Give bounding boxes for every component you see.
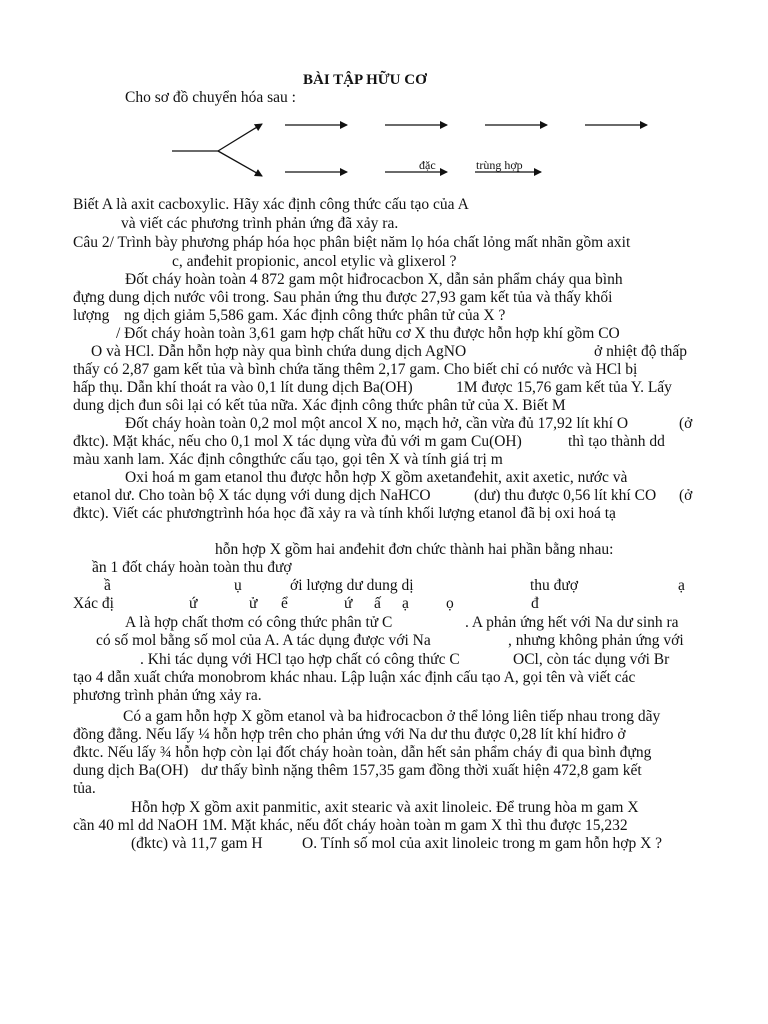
text-line: (ở [679, 415, 693, 432]
text-line: / Đốt cháy hoàn toàn 3,61 gam hợp chất hữu cơ X thu được hỗn hợp khí gồm CO [116, 325, 620, 342]
text-line: dung dịch Ba(OH) [73, 762, 189, 779]
text-line: hỗn hợp X gồm hai anđehit đơn chức thành hai phần bằng nhau: [215, 541, 614, 558]
text-fragment: đ [531, 595, 539, 612]
text-line: O. Tính số mol của axit linoleic trong m gam hỗn hợp X ? [302, 835, 663, 852]
text-line: c, anđehit propionic, ancol etylic và glixerol ? [172, 253, 457, 270]
text-line: (đktc) và 11,7 gam H [131, 835, 263, 852]
text-line: thì tạo thành dd [568, 433, 665, 450]
text-fragment: ấ [374, 595, 381, 612]
scheme-label-dac: đặc [419, 158, 436, 172]
text-line: ở nhiệt độ thấp [594, 343, 687, 360]
text-fragment: ới lượng dư dung dị [290, 577, 414, 594]
text-line: Câu 2/ Trình bày phương pháp hóa học phân biệt năm lọ hóa chất lỏng mất nhãn gồm axit [73, 234, 631, 251]
text-line: O và HCl. Dẫn hỗn hợp này qua bình chứa dung dịch AgNO [91, 343, 467, 360]
text-fragment: ọ [446, 595, 454, 612]
page-title: BÀI TẬP HỮU CƠ [303, 72, 427, 88]
scheme-branch-up-arrow [218, 124, 262, 151]
text-line: cần 40 ml dd NaOH 1M. Mặt khác, nếu đốt cháy hoàn toàn m gam X thì thu được 15,232 [73, 817, 628, 834]
text-line: A là hợp chất thơm có công thức phân tử C [125, 614, 393, 631]
text-fragment: ử [249, 595, 258, 612]
text-line: ng dịch giảm 5,586 gam. Xác định công thức phân tử của X ? [124, 307, 506, 324]
text-line: Có a gam hỗn hợp X gồm etanol và ba hiđrocacbon ở thể lỏng liên tiếp nhau trong dãy [123, 708, 661, 725]
text-fragment: Xác đị [73, 595, 114, 612]
text-line: phương trình phản ứng xảy ra. [73, 687, 262, 704]
text-fragment: ầ [104, 577, 111, 594]
scheme-branch-down-arrow [218, 151, 262, 176]
text-line: OCl, còn tác dụng với Br [513, 651, 670, 668]
text-line: lượng [73, 307, 110, 324]
text-line: (ở [679, 487, 693, 504]
text-line: tạo 4 dẫn xuất chứa monobrom khác nhau. Lập luận xác định cấu tạo A, gọi tên và viết các [73, 669, 636, 686]
conversion-scheme [0, 0, 768, 200]
text-fragment: ể [281, 595, 288, 612]
text-line: Đốt cháy hoàn toàn 0,2 mol một ancol X no, mạch hở, cần vừa đủ 17,92 lít khí O [125, 415, 629, 432]
text-line: thấy có 2,87 gam kết tủa và bình chứa tăng thêm 2,17 gam. Cho biết chỉ có nước và HCl bị [73, 361, 638, 378]
text-line: dung dịch đun sôi lại có kết tủa nữa. Xác định công thức phân tử của X. Biết M [73, 397, 566, 414]
text-line: Oxi hoá m gam etanol thu được hỗn hợp X gồm axetanđehit, axit axetic, nước và [125, 469, 628, 486]
text-line: đồng đẳng. Nếu lấy ¼ hỗn hợp trên cho phản ứng với Na dư thu được 0,28 lít khí hiđro ở [73, 726, 626, 743]
text-line: đktc). Viết các phươngtrình hóa học đã xảy ra và tính khối lượng etanol đã bị oxi hoá tạ [73, 505, 616, 522]
text-line: 1M được 15,76 gam kết tủa Y. Lấy [456, 379, 672, 396]
text-line: đktc. Nếu lấy ¾ hỗn hợp còn lại đốt cháy hoàn toàn, dẫn hết sản phẩm cháy đi qua bình đựng [73, 744, 652, 761]
text-fragment: ứ [189, 595, 198, 612]
text-fragment: ứ [344, 595, 353, 612]
text-fragment: thu đượ [530, 577, 579, 594]
text-fragment: ụ [234, 577, 242, 594]
text-line: màu xanh lam. Xác định côngthức cấu tạo, gọi tên X và tính giá trị m [73, 451, 503, 468]
text-line: (dư) thu được 0,56 lít khí CO [474, 487, 657, 504]
text-line: có số mol bằng số mol của A. A tác dụng được với Na [96, 632, 431, 649]
text-line: và viết các phương trình phản ứng đã xảy ra. [121, 215, 399, 232]
scheme-intro: Cho sơ đồ chuyển hóa sau : [125, 89, 296, 106]
text-line: Biết A là axit cacboxylic. Hãy xác định công thức cấu tạo của A [73, 196, 469, 213]
text-line: đựng dung dịch nước vôi trong. Sau phản ứng thu được 27,93 gam kết tủa và thấy khối [73, 289, 613, 306]
text-line: . Khi tác dụng với HCl tạo hợp chất có công thức C [140, 651, 460, 668]
text-line: dư thấy bình nặng thêm 157,35 gam đồng thời xuất hiện 472,8 gam kết [201, 762, 642, 779]
text-line: Đốt cháy hoàn toàn 4 872 gam một hiđrocacbon X, dẫn sản phẩm cháy qua bình [125, 271, 623, 288]
text-line: tủa. [73, 780, 96, 797]
text-line: etanol dư. Cho toàn bộ X tác dụng với dung dịch NaHCO [73, 487, 431, 504]
scheme-label-trung-hop: trùng hợp [476, 158, 523, 172]
text-line: hấp thụ. Dẫn khí thoát ra vào 0,1 lít dung dịch Ba(OH) [73, 379, 413, 396]
text-line: , nhưng không phản ứng với [508, 632, 684, 649]
text-fragment: ạ [402, 595, 409, 612]
text-line: đktc). Mặt khác, nếu cho 0,1 mol X tác dụng vừa đủ với m gam Cu(OH) [73, 433, 522, 450]
text-line: . A phản ứng hết với Na dư sinh ra [465, 614, 679, 631]
text-fragment: ạ [678, 577, 685, 594]
text-line: ần 1 đốt cháy hoàn toàn thu đượ [92, 559, 292, 576]
text-line: Hỗn hợp X gồm axit panmitic, axit stearic và axit linoleic. Để trung hòa m gam X [131, 799, 639, 816]
